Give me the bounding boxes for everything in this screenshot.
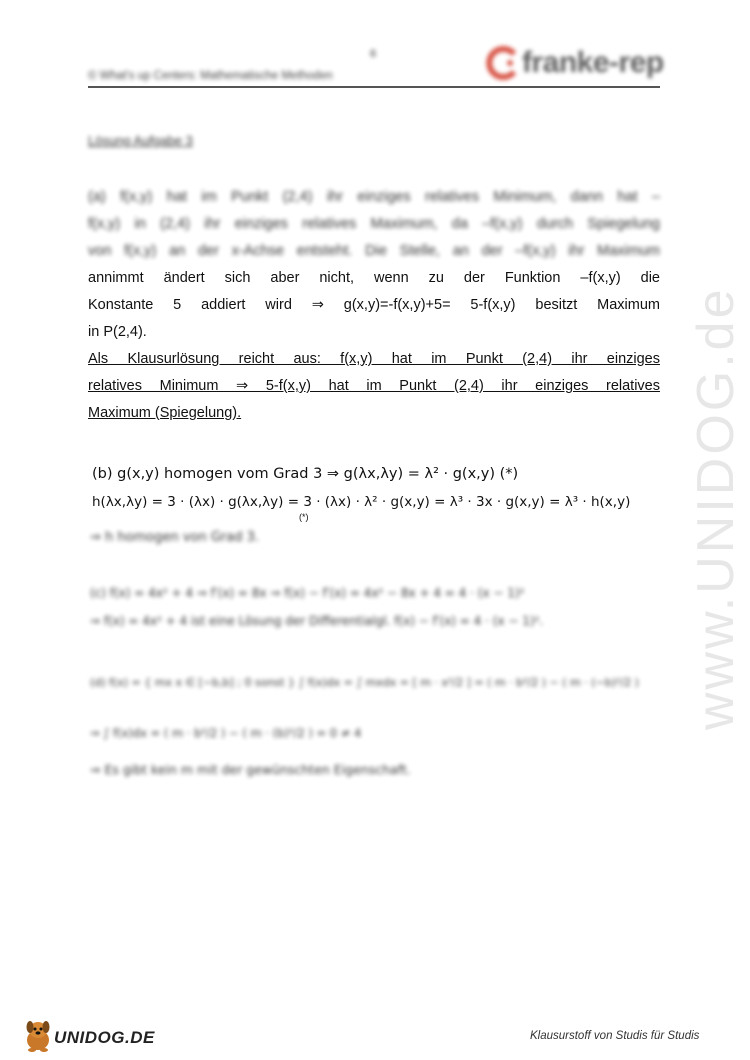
dog-icon [22, 1018, 56, 1054]
franke-rep-logo [484, 44, 664, 86]
section-title: Lösung Aufgabe 3 [88, 133, 193, 148]
part-d-line-1: (d) f(x) = { mx x ∈ [−b,b] ; 0 sonst } ∫ f(x)dx = ∫ mxdx = [ m · x²/2 ] = ( m · b²/2 ) − ( m · (−b)²/2 ) [90, 676, 639, 689]
part-d-line-2: ⇒ ∫ f(x)dx = ( m · b²/2 ) − ( m · (b)²/2 ) = 0 ≠ 4 [90, 726, 362, 740]
part-a-line-2: f(x,y) in (2,4) ihr einziges relatives Maximum, da –f(x,y) durch Spiegelung [88, 216, 660, 232]
part-a-line-6: in P(2,4). [88, 324, 147, 340]
header-divider [88, 86, 660, 88]
part-d-line-3: ⇒ Es gibt kein m mit der gewünschten Eigenschaft. [90, 762, 411, 777]
franke-rep-c-icon [486, 46, 520, 80]
part-a-line-3: von f(x,y) an der x-Achse entsteht. Die Stelle, an der –f(x,y) ihr Maximum [88, 243, 660, 259]
part-a-line-4: annimmt ändert sich aber nicht, wenn zu der Funktion –f(x,y) die [88, 270, 660, 286]
footer-slogan: Klausurstoff von Studis für Studis [530, 1030, 700, 1042]
klausur-line-2: relatives Minimum ⇒ 5-f(x,y) hat im Punkt (2,4) ihr einziges relatives [88, 378, 660, 394]
part-b-line-1: (b) g(x,y) homogen vom Grad 3 ⇒ g(λx,λy) = λ² · g(x,y) (*) [92, 466, 519, 482]
part-b-line-2: h(λx,λy) = 3 · (λx) · g(λx,λy) = 3 · (λx) · λ² · g(x,y) = λ³ · 3x · g(x,y) = λ³ · h(x,y) [92, 494, 631, 510]
unidog-logo-text: UNIDOG.DE [54, 1028, 155, 1047]
part-b-line-3: ⇒ h homogen von Grad 3. [90, 530, 260, 545]
unidog-logo [22, 1018, 162, 1054]
part-c-line-1: (c) f(x) = 4x² + 4 ⇒ f′(x) = 8x ⇒ f(x) − f′(x) = 4x² − 8x + 4 = 4 · (x − 1)² [90, 586, 525, 600]
part-a-line-1: (a) f(x,y) hat im Punkt (2,4) ihr einziges relatives Minimum, dann hat – [88, 189, 660, 205]
klausur-line-1: Als Klausurlösung reicht aus: f(x,y) hat im Punkt (2,4) ihr einziges [88, 351, 660, 367]
page-number: 6 [370, 48, 377, 60]
watermark: www.UNIDOG.de [687, 286, 745, 730]
part-c-line-2: ⇒ f(x) = 4x² + 4 ist eine Lösung der Differentialgl. f(x) − f′(x) = 4 · (x − 1)². [90, 614, 544, 628]
header-title: © What's up Centers: Mathematische Methoden [88, 70, 333, 82]
part-b-star-marker: (*) [299, 512, 309, 522]
part-a-line-5: Konstante 5 addiert wird ⇒ g(x,y)=-f(x,y)+5= 5-f(x,y) besitzt Maximum [88, 297, 660, 313]
logo-text: franke-rep [522, 46, 664, 79]
klausur-line-3: Maximum (Spiegelung). [88, 405, 242, 421]
